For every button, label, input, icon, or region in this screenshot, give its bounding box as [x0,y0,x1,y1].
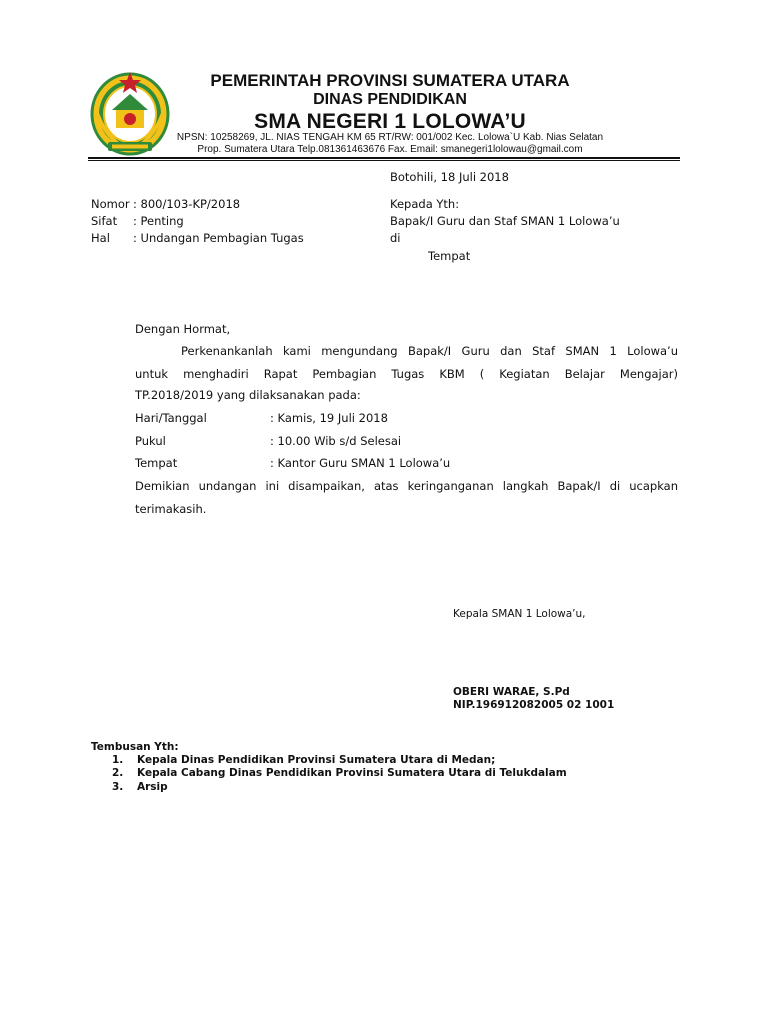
cc-item-number: 2. [112,767,124,779]
detail-value-place: : Kantor Guru SMAN 1 Lolowa’u [270,456,451,470]
recipient-heading: Kepada Yth: [390,197,460,211]
cc-item: Kepala Cabang Dinas Pendidikan Provinsi Sumatera Utara di Telukdalam [137,767,567,779]
cc-item: Kepala Dinas Pendidikan Provinsi Sumatera Utara di Medan; [137,754,496,766]
recipient-name: Bapak/I Guru dan Staf SMAN 1 Lolowa’u [390,214,620,228]
sifat-label: Sifat [91,214,118,228]
detail-label-time: Pukul [135,434,166,448]
cc-heading: Tembusan Yth: [91,741,179,753]
detail-value-time: : 10.00 Wib s/d Selesai [270,434,402,448]
body-paragraph-line: untuk menghadiri Rapat Pembagian Tugas KBM ( Kegiatan Belajar Mengajar) [135,367,678,381]
sifat-value: : Penting [133,214,184,228]
letterhead-address: NPSN: 10258269, JL. NIAS TENGAH KM 65 RT/RW: 001/002 Kec. Lolowa`U Kab. Nias Selatan [176,132,604,143]
letterhead-divider-thick [88,157,680,159]
signature-nip: NIP.196912082005 02 1001 [453,699,615,711]
detail-label-place: Tempat [135,456,178,470]
letterhead-school-name: SMA NEGERI 1 LOLOWA’U [254,110,526,133]
closing-line: Demikian undangan ini disampaikan, atas keringanganan langkah Bapak/I di ucapkan [135,479,678,493]
recipient-place: Tempat [428,249,471,263]
letterhead-divider-thin [88,160,680,161]
nomor-value: : 800/103-KP/2018 [133,197,241,211]
body-paragraph-line: TP.2018/2019 yang dilaksanakan pada: [135,388,361,402]
letterhead-contact: Prop. Sumatera Utara Telp.081361463676 Fax. Email: smanegeri1lolowau@gmail.com [197,144,583,155]
hal-value: : Undangan Pembagian Tugas [133,231,304,245]
nomor-label: Nomor [91,197,130,211]
body-paragraph-line: Perkenankanlah kami mengundang Bapak/I Guru dan Staf SMAN 1 Lolowa’u [181,344,678,358]
signature-name: OBERI WARAE, S.Pd [453,686,570,698]
greeting: Dengan Hormat, [135,322,231,336]
letterhead-government: PEMERINTAH PROVINSI SUMATERA UTARA [210,71,570,90]
signature-title: Kepala SMAN 1 Lolowa’u, [453,608,586,620]
cc-item-number: 1. [112,754,124,766]
hal-label: Hal [91,231,110,245]
recipient-di: di [390,231,401,245]
cc-item-number: 3. [112,781,124,793]
letter-date: Botohili, 18 Juli 2018 [390,170,509,184]
cc-item: Arsip [137,781,168,793]
detail-value-date: : Kamis, 19 Juli 2018 [270,411,388,425]
closing-line: terimakasih. [135,502,207,516]
detail-label-date: Hari/Tanggal [135,411,207,425]
letterhead-department: DINAS PENDIDIKAN [313,91,467,108]
